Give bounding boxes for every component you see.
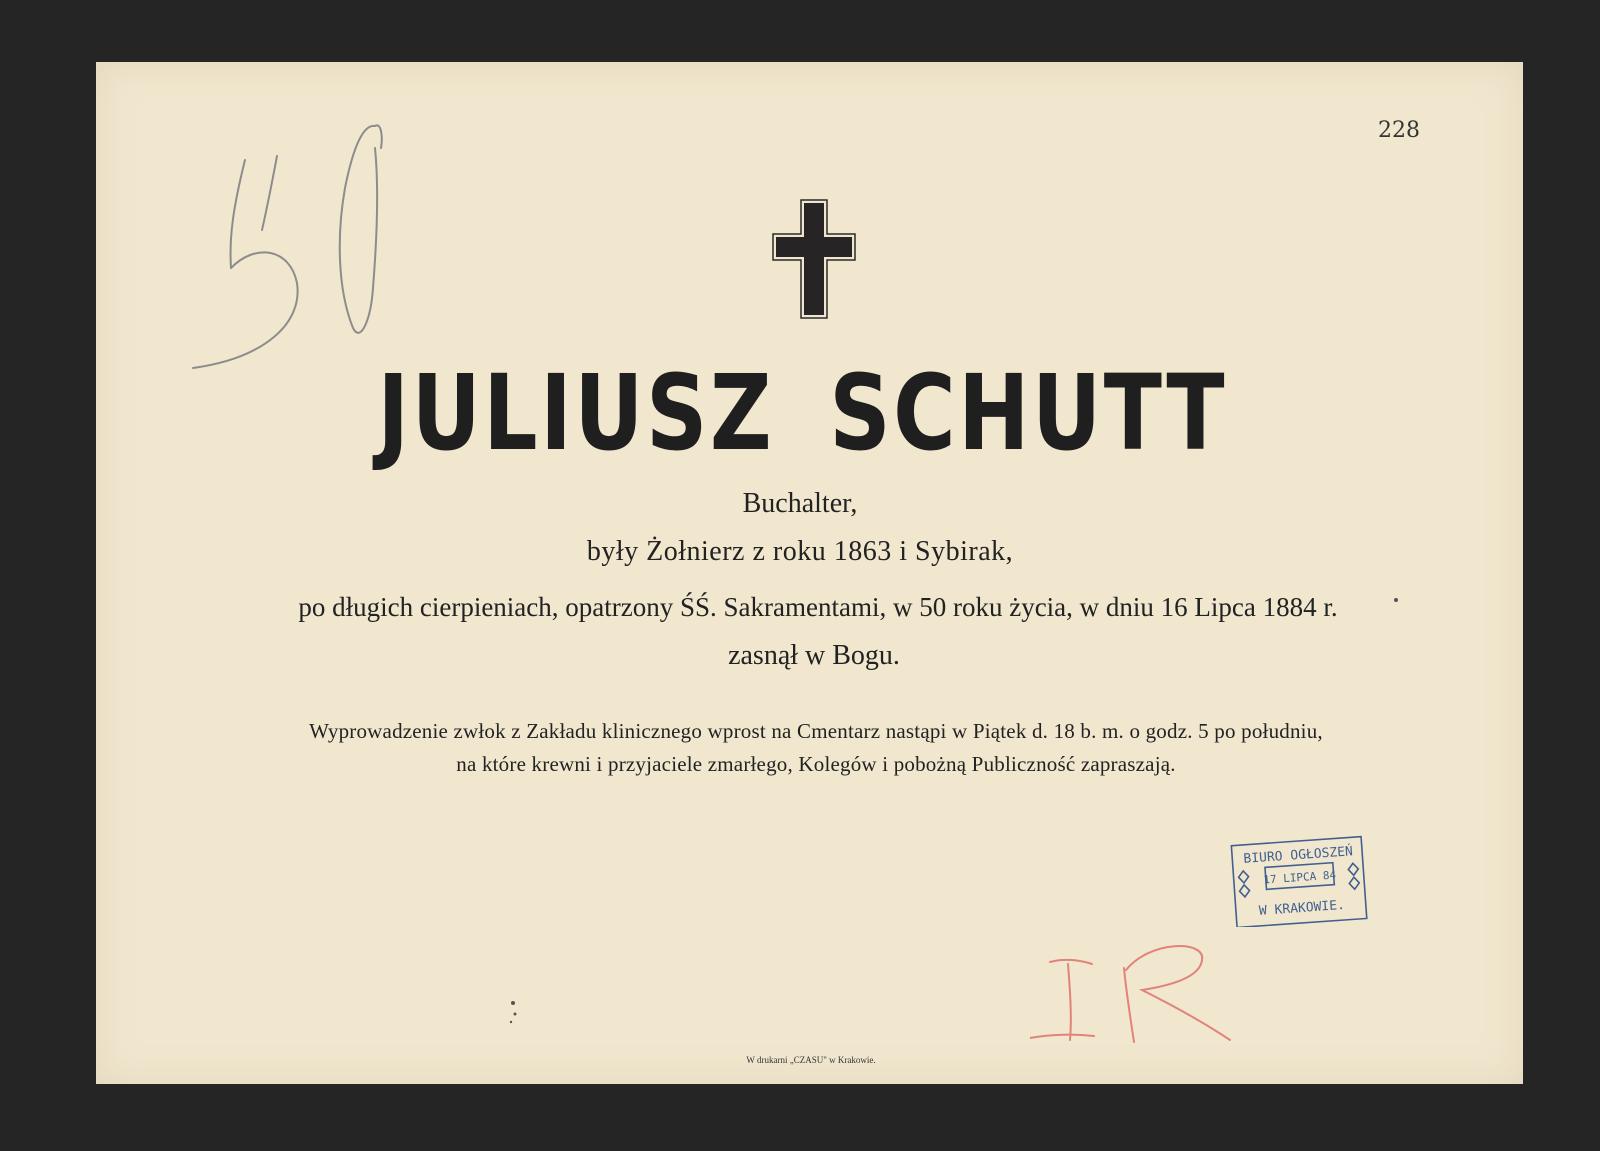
deceased-name: JULIUSZ SCHUTT	[377, 352, 1227, 474]
handwritten-initials	[1030, 940, 1250, 1050]
death-notice: po długich cierpieniach, opatrzony ŚŚ. Sakramentami, w 50 roku życia, w dniu 16 Lipca 1884 r.	[298, 592, 1338, 622]
handwritten-number-50	[185, 118, 395, 380]
description: były Żołnierz z roku 1863 i Sybirak,	[586, 536, 1014, 567]
stamp-date-text: 17 LIPCA 84	[1262, 868, 1337, 887]
stamp-top-text: BIURO OGŁOSZEŃ	[1243, 844, 1354, 867]
cross-icon	[771, 198, 857, 320]
stamp-bottom-text: W KRAKOWIE.	[1258, 897, 1346, 919]
printer-imprint: W drukarni „CZASU" w Krakowie.	[746, 1055, 876, 1065]
death-closing: zasnął w Bogu.	[728, 640, 900, 671]
funeral-notice-line-2: na które krewni i przyjaciele zmarłego, Kolegów i pobożną Publiczność zapraszają.	[456, 752, 1176, 776]
office-stamp	[1230, 835, 1370, 927]
page-number: 228	[1378, 118, 1420, 143]
funeral-notice-line-1: Wyprowadzenie zwłok z Zakładu klinicznego wprost na Cmentarz nastąpi w Piątek d. 18 b. m. o godz. 5 po południu,	[309, 719, 1323, 743]
occupation: Buchalter,	[742, 488, 858, 519]
